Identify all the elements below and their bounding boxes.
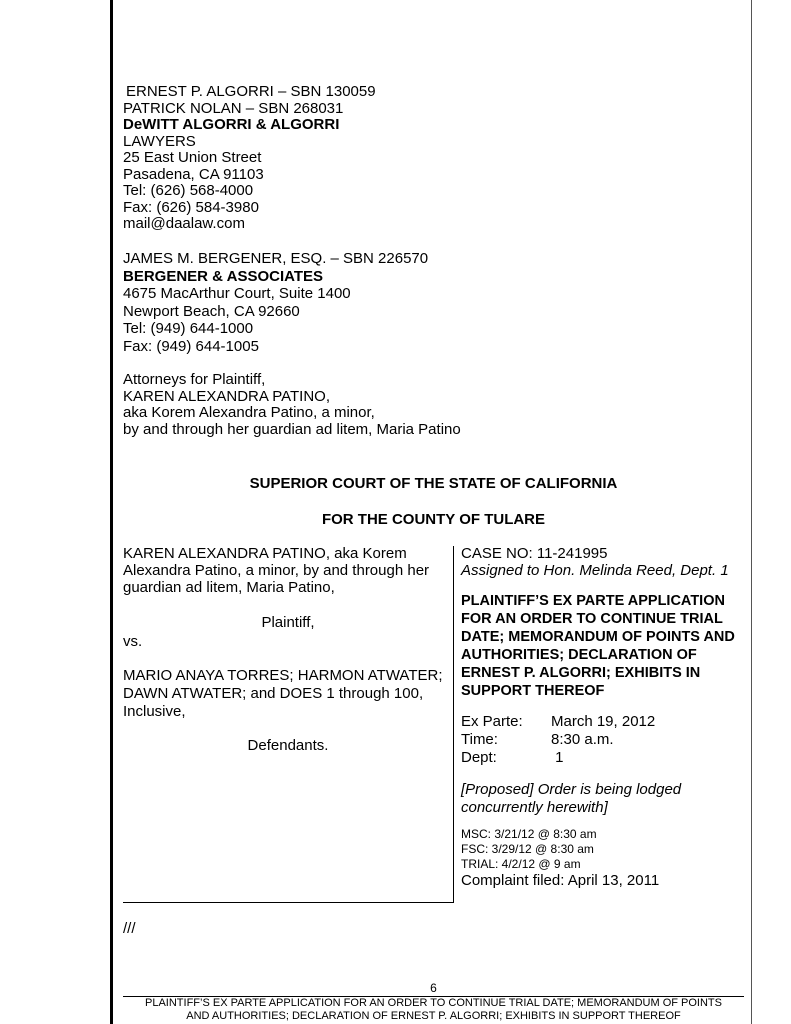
hearing-row [461,731,655,749]
trial-date: TRIAL: 4/2/12 @ 9 am [461,857,581,871]
footer-line-2: AND AUTHORITIES; DECLARATION OF ERNEST P. ALGORRI; EXHIBITS IN SUPPORT THEREOF [186,1010,681,1022]
judge-assignment: Assigned to Hon. Melinda Reed, Dept. 1 [461,562,729,579]
hearing-value: 8:30 a.m. [551,731,614,748]
caption-parties [123,545,453,754]
counsel2-fax: Fax: (949) 644-1005 [123,337,259,355]
firm-city: Pasadena, CA 91103 [123,165,264,183]
plaintiff-label: Plaintiff, [261,614,315,631]
caption-divider [453,546,454,902]
case-number: CASE NO: 11-241995 [461,545,608,562]
counsel2-firm: BERGENER & ASSOCIATES [123,267,324,285]
firm-street: 25 East Union Street [123,149,262,166]
msc-date: MSC: 3/21/12 @ 8:30 am [461,827,597,841]
attorneys-for-line-2: KAREN ALEXANDRA PATINO, [123,387,331,405]
attorneys-for-line-4: by and through her guardian ad litem, Maria Patino [123,420,461,438]
counsel2-tel: Tel: (949) 644-1000 [123,320,254,337]
hearing-label: Ex Parte: [461,713,523,730]
court-title: SUPERIOR COURT OF THE STATE OF CALIFORNIA [249,475,618,492]
firm-email: mail@daalaw.com [123,215,245,232]
hearing-value: March 19, 2012 [551,713,656,730]
fsc-date: FSC: 3/29/12 @ 8:30 am [461,842,594,856]
left-margin-rule [110,0,113,1024]
footer-caption [123,997,744,1023]
continuation-marks: /// [123,920,136,937]
hearing-label: Time: [461,731,498,748]
page-number: 6 [430,981,437,995]
counsel-block-1 [123,84,376,233]
counsel2-city: Newport Beach, CA 92660 [123,302,300,320]
hearing-row [461,713,655,731]
counsel-line-1: ERNEST P. ALGORRI – SBN 130059 [126,83,376,100]
attorneys-for-line-1: Attorneys for Plaintiff, [123,371,266,388]
firm-tel: Tel: (626) 568-4000 [123,182,254,199]
hearing-row [461,749,655,767]
defendants-label: Defendants. [247,737,329,754]
hearing-info [461,713,655,767]
caption-bottom-rule [123,902,454,903]
right-margin-rule [751,0,752,1024]
hearing-value: 1 [551,749,564,766]
lawyers-label: LAWYERS [123,132,196,150]
counsel-block-2 [123,250,428,355]
defendants-names: MARIO ANAYA TORRES; HARMON ATWATER; DAWN ATWATER; and DOES 1 through 100, Inclusive, [123,667,443,720]
counsel2-name: JAMES M. BERGENER, ESQ. – SBN 226570 [123,250,429,267]
attorneys-for-line-3: aka Korem Alexandra Patino, a minor, [123,404,375,421]
versus-label: vs. [123,633,143,650]
hearing-label: Dept: [461,749,497,766]
firm-name: DeWITT ALGORRI & ALGORRI [123,116,340,133]
counsel2-street: 4675 MacArthur Court, Suite 1400 [123,285,351,302]
proposed-order-note: [Proposed] Order is being lodged concurrently herewith] [461,781,682,816]
attorneys-for-block [123,372,461,438]
court-county: FOR THE COUNTY OF TULARE [321,511,546,528]
case-info [461,545,751,889]
footer-line-1: PLAINTIFF’S EX PARTE APPLICATION FOR AN ORDER TO CONTINUE TRIAL DATE; MEMORANDUM OF POINTS [145,997,722,1009]
counsel-line-2: PATRICK NOLAN – SBN 268031 [123,99,344,117]
firm-fax: Fax: (626) 584-3980 [123,198,259,216]
plaintiff-name: KAREN ALEXANDRA PATINO, aka Korem Alexandra Patino, a minor, by and through her guardian ad litem, Maria Patino, [123,545,430,596]
complaint-filed: Complaint filed: April 13, 2011 [461,872,660,889]
document-title: PLAINTIFF’S EX PARTE APPLICATION FOR AN ORDER TO CONTINUE TRIAL DATE; MEMORANDUM OF POINTS AND AUTHORITIES; DECLARATION OF ERNEST P. ALGORRI; EXHIBITS IN SUPPORT THEREOF [461,593,735,699]
